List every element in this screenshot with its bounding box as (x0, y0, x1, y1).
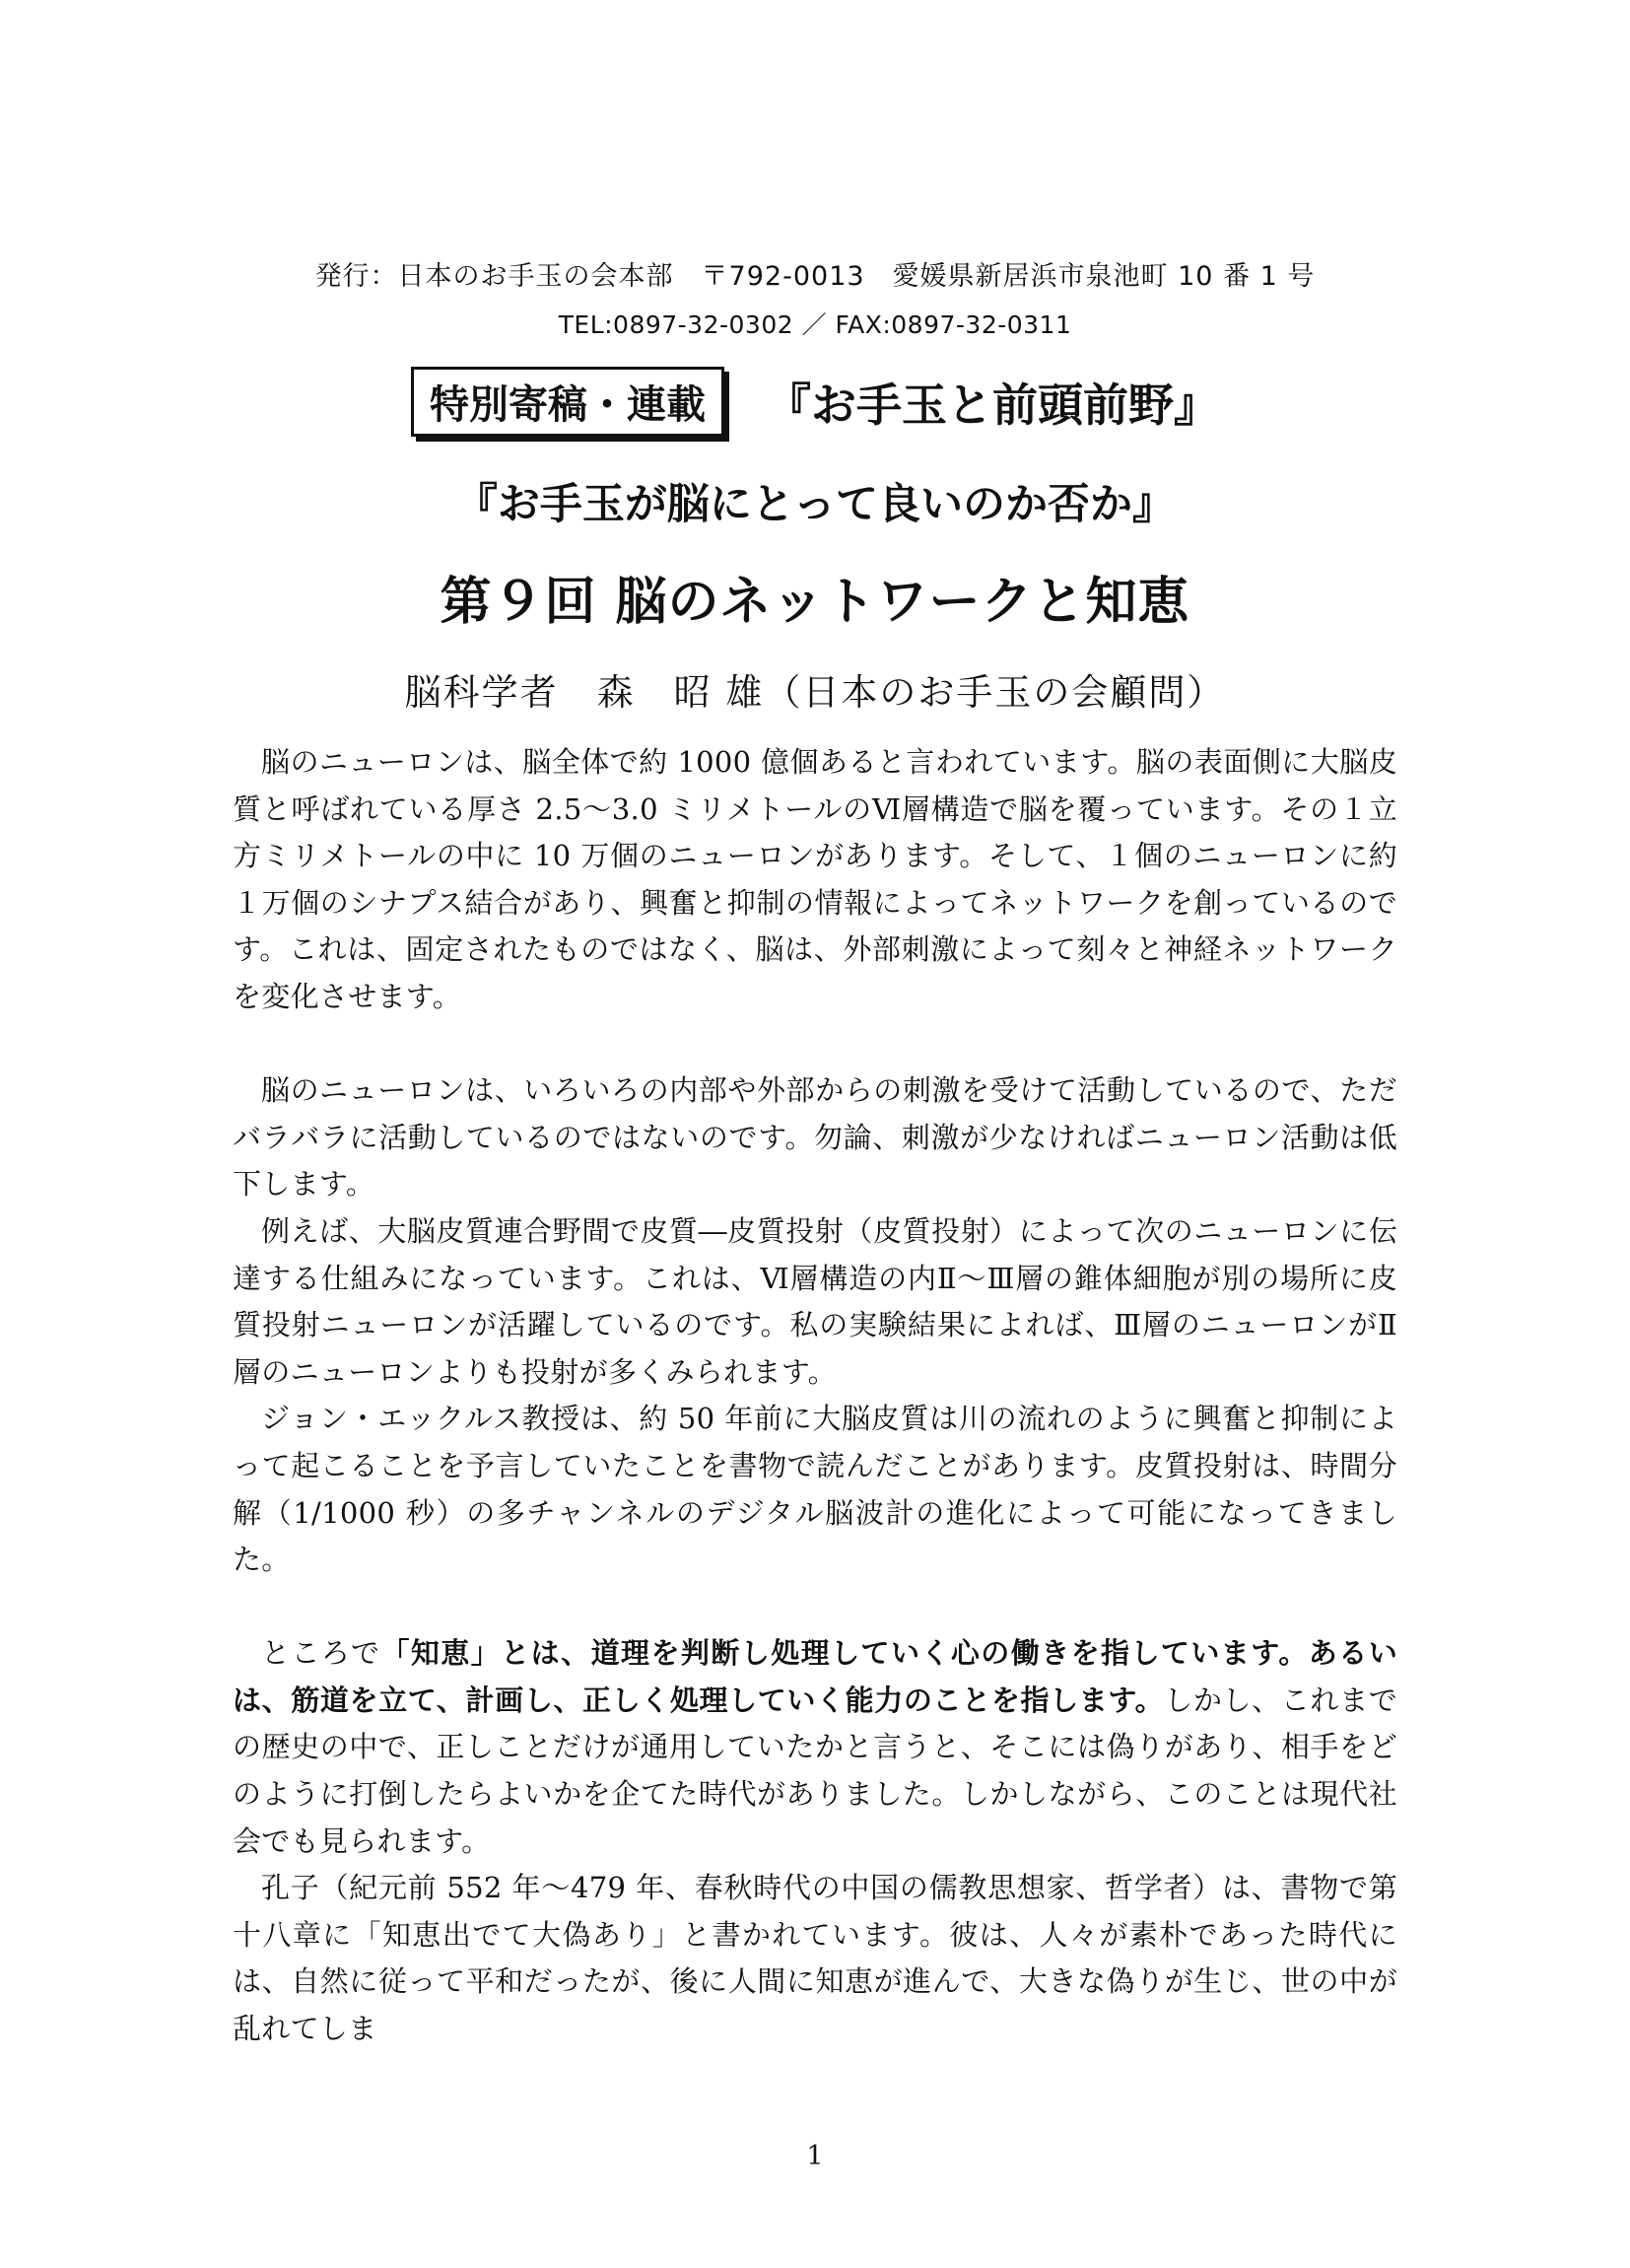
author-line: 脳科学者 森 昭 雄（日本のお手玉の会顧問） (404, 671, 1226, 714)
contact-line: TEL:0897-32-0302 ／ FAX:0897-32-0311 (558, 310, 1072, 339)
paragraph-lead: ところで (261, 1636, 381, 1671)
page-number: 1 (806, 2141, 824, 2171)
article-body (233, 739, 1397, 2053)
series-label-box: 特別寄稿・連載 (411, 367, 724, 437)
paragraph: ジョン・エックルス教授は、約 50 年前に大脳皮質は川の流れのように興奮と抑制によって起こることを予言していたことを書物で読んだことがあります。皮質投射は、時間分解（1/1000 秒）の多チャンネルのデジタル脳波計の進化によって可能になってきました。 (233, 1402, 1397, 1577)
paragraph-rest: しかし、これまでの歴史の中で、正しことだけが通用していたかと言うと、そこには偽りがあり、相手をどのように打倒したらよいかを企てた時代がありました。しかしながら、このことは現代社会でも見られます。 (233, 1683, 1397, 1858)
paragraph-bold-definition: 「知恵」とは、道理を判断し処理していく心の働きを指しています。あるいは、筋道を立て、計画し、正しく処理していく能力のことを指します。 (233, 1636, 1397, 1717)
publisher-line: 発行：日本のお手玉の会本部 〒792-0013 愛媛県新居浜市泉池町 10 番 1 号 (314, 261, 1316, 292)
paragraph: 孔子（紀元前 552 年～479 年、春秋時代の中国の儒教思想家、哲学者）は、書物で第十八章に「知恵出でて大偽あり」と書かれています。彼は、人々が素朴であった時代には、自然に従って平和だったが、後に人間に知恵が進んで、大きな偽りが生じ、世の中が乱れてしま (233, 1871, 1397, 2046)
paragraph: 脳のニューロンは、いろいろの内部や外部からの刺激を受けて活動しているので、ただバラバラに活動しているのではないのです。勿論、刺激が少なければニューロン活動は低下します。 (233, 1073, 1397, 1202)
title-row (0, 367, 1630, 437)
paragraph: 例えば、大脳皮質連合野間で皮質―皮質投射（皮質投射）によって次のニューロンに伝達する仕組みになっています。これは、Ⅵ層構造の内Ⅱ～Ⅲ層の錐体細胞が別の場所に皮質投射ニューロンが活躍しているのです。私の実験結果によれば、Ⅲ層のニューロンがⅡ層のニューロンよりも投射が多くみられます。 (233, 1213, 1397, 1389)
paragraph (233, 1630, 1397, 1865)
episode-title: 第９回 脳のネットワークと知恵 (440, 572, 1190, 632)
paragraph: 脳のニューロンは、脳全体で約 1000 億個あると言われています。脳の表面側に大脳皮質と呼ばれている厚さ 2.5～3.0 ミリメトールのⅥ層構造で脳を覆っています。その１立方ミリメトールの中に 10 万個のニューロンがあります。そして、１個のニューロンに約１万個のシナプス結合があり、興奮と抑制の情報によってネットワークを創っているのです。これは、固定されたものではなく、脳は、外部刺激によって刻々と神経ネットワークを変化させます。 (233, 745, 1397, 1013)
series-title: 『お手玉と前頭前野』 (766, 378, 1219, 432)
article-subtitle: 『お手玉が脳にとって良いのか否か』 (454, 480, 1176, 529)
